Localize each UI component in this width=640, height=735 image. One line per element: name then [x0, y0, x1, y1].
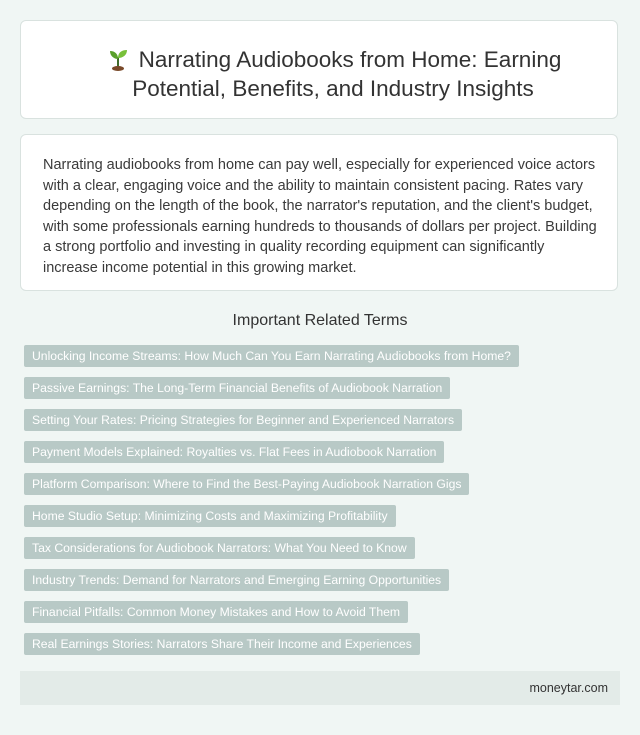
- footer: [20, 671, 620, 705]
- related-term-link[interactable]: Industry Trends: Demand for Narrators and Emerging Earning Opportunities: [24, 569, 449, 591]
- summary-card: [20, 134, 618, 291]
- related-term-link[interactable]: Home Studio Setup: Minimizing Costs and Maximizing Profitability: [24, 505, 396, 527]
- related-term-link[interactable]: Payment Models Explained: Royalties vs. Flat Fees in Audiobook Narration: [24, 441, 444, 463]
- related-term-link[interactable]: Unlocking Income Streams: How Much Can You Earn Narrating Audiobooks from Home?: [24, 345, 519, 367]
- related-term-link[interactable]: Passive Earnings: The Long-Term Financial Benefits of Audiobook Narration: [24, 377, 450, 399]
- page-title-text: Narrating Audiobooks from Home: Earning Potential, Benefits, and Industry Insights: [132, 47, 562, 101]
- sprout-icon: [105, 46, 131, 72]
- related-term-link[interactable]: Tax Considerations for Audiobook Narrators: What You Need to Know: [24, 537, 415, 559]
- title-card: [20, 20, 618, 119]
- related-terms-list: [24, 345, 620, 665]
- page-title: [73, 45, 593, 103]
- related-term-link[interactable]: Real Earnings Stories: Narrators Share Their Income and Experiences: [24, 633, 420, 655]
- related-terms-heading: Important Related Terms: [232, 312, 408, 329]
- related-term-link[interactable]: Platform Comparison: Where to Find the Best-Paying Audiobook Narration Gigs: [24, 473, 469, 495]
- summary-text: Narrating audiobooks from home can pay well, especially for experienced voice actors with a clear, engaging voice and the ability to maintain consistent pacing. Rates vary depending on the length of the book, the narrator's reputation, and the client's budget, with some professionals earning hundreds to thousands of dollars per project. Building a strong portfolio and investing in quality recording equipment can significantly increase income potential in this growing market.: [43, 157, 597, 276]
- related-term-link[interactable]: Financial Pitfalls: Common Money Mistakes and How to Avoid Them: [24, 601, 408, 623]
- related-term-link[interactable]: Setting Your Rates: Pricing Strategies for Beginner and Experienced Narrators: [24, 409, 462, 431]
- footer-site-link[interactable]: moneytar.com: [529, 681, 608, 695]
